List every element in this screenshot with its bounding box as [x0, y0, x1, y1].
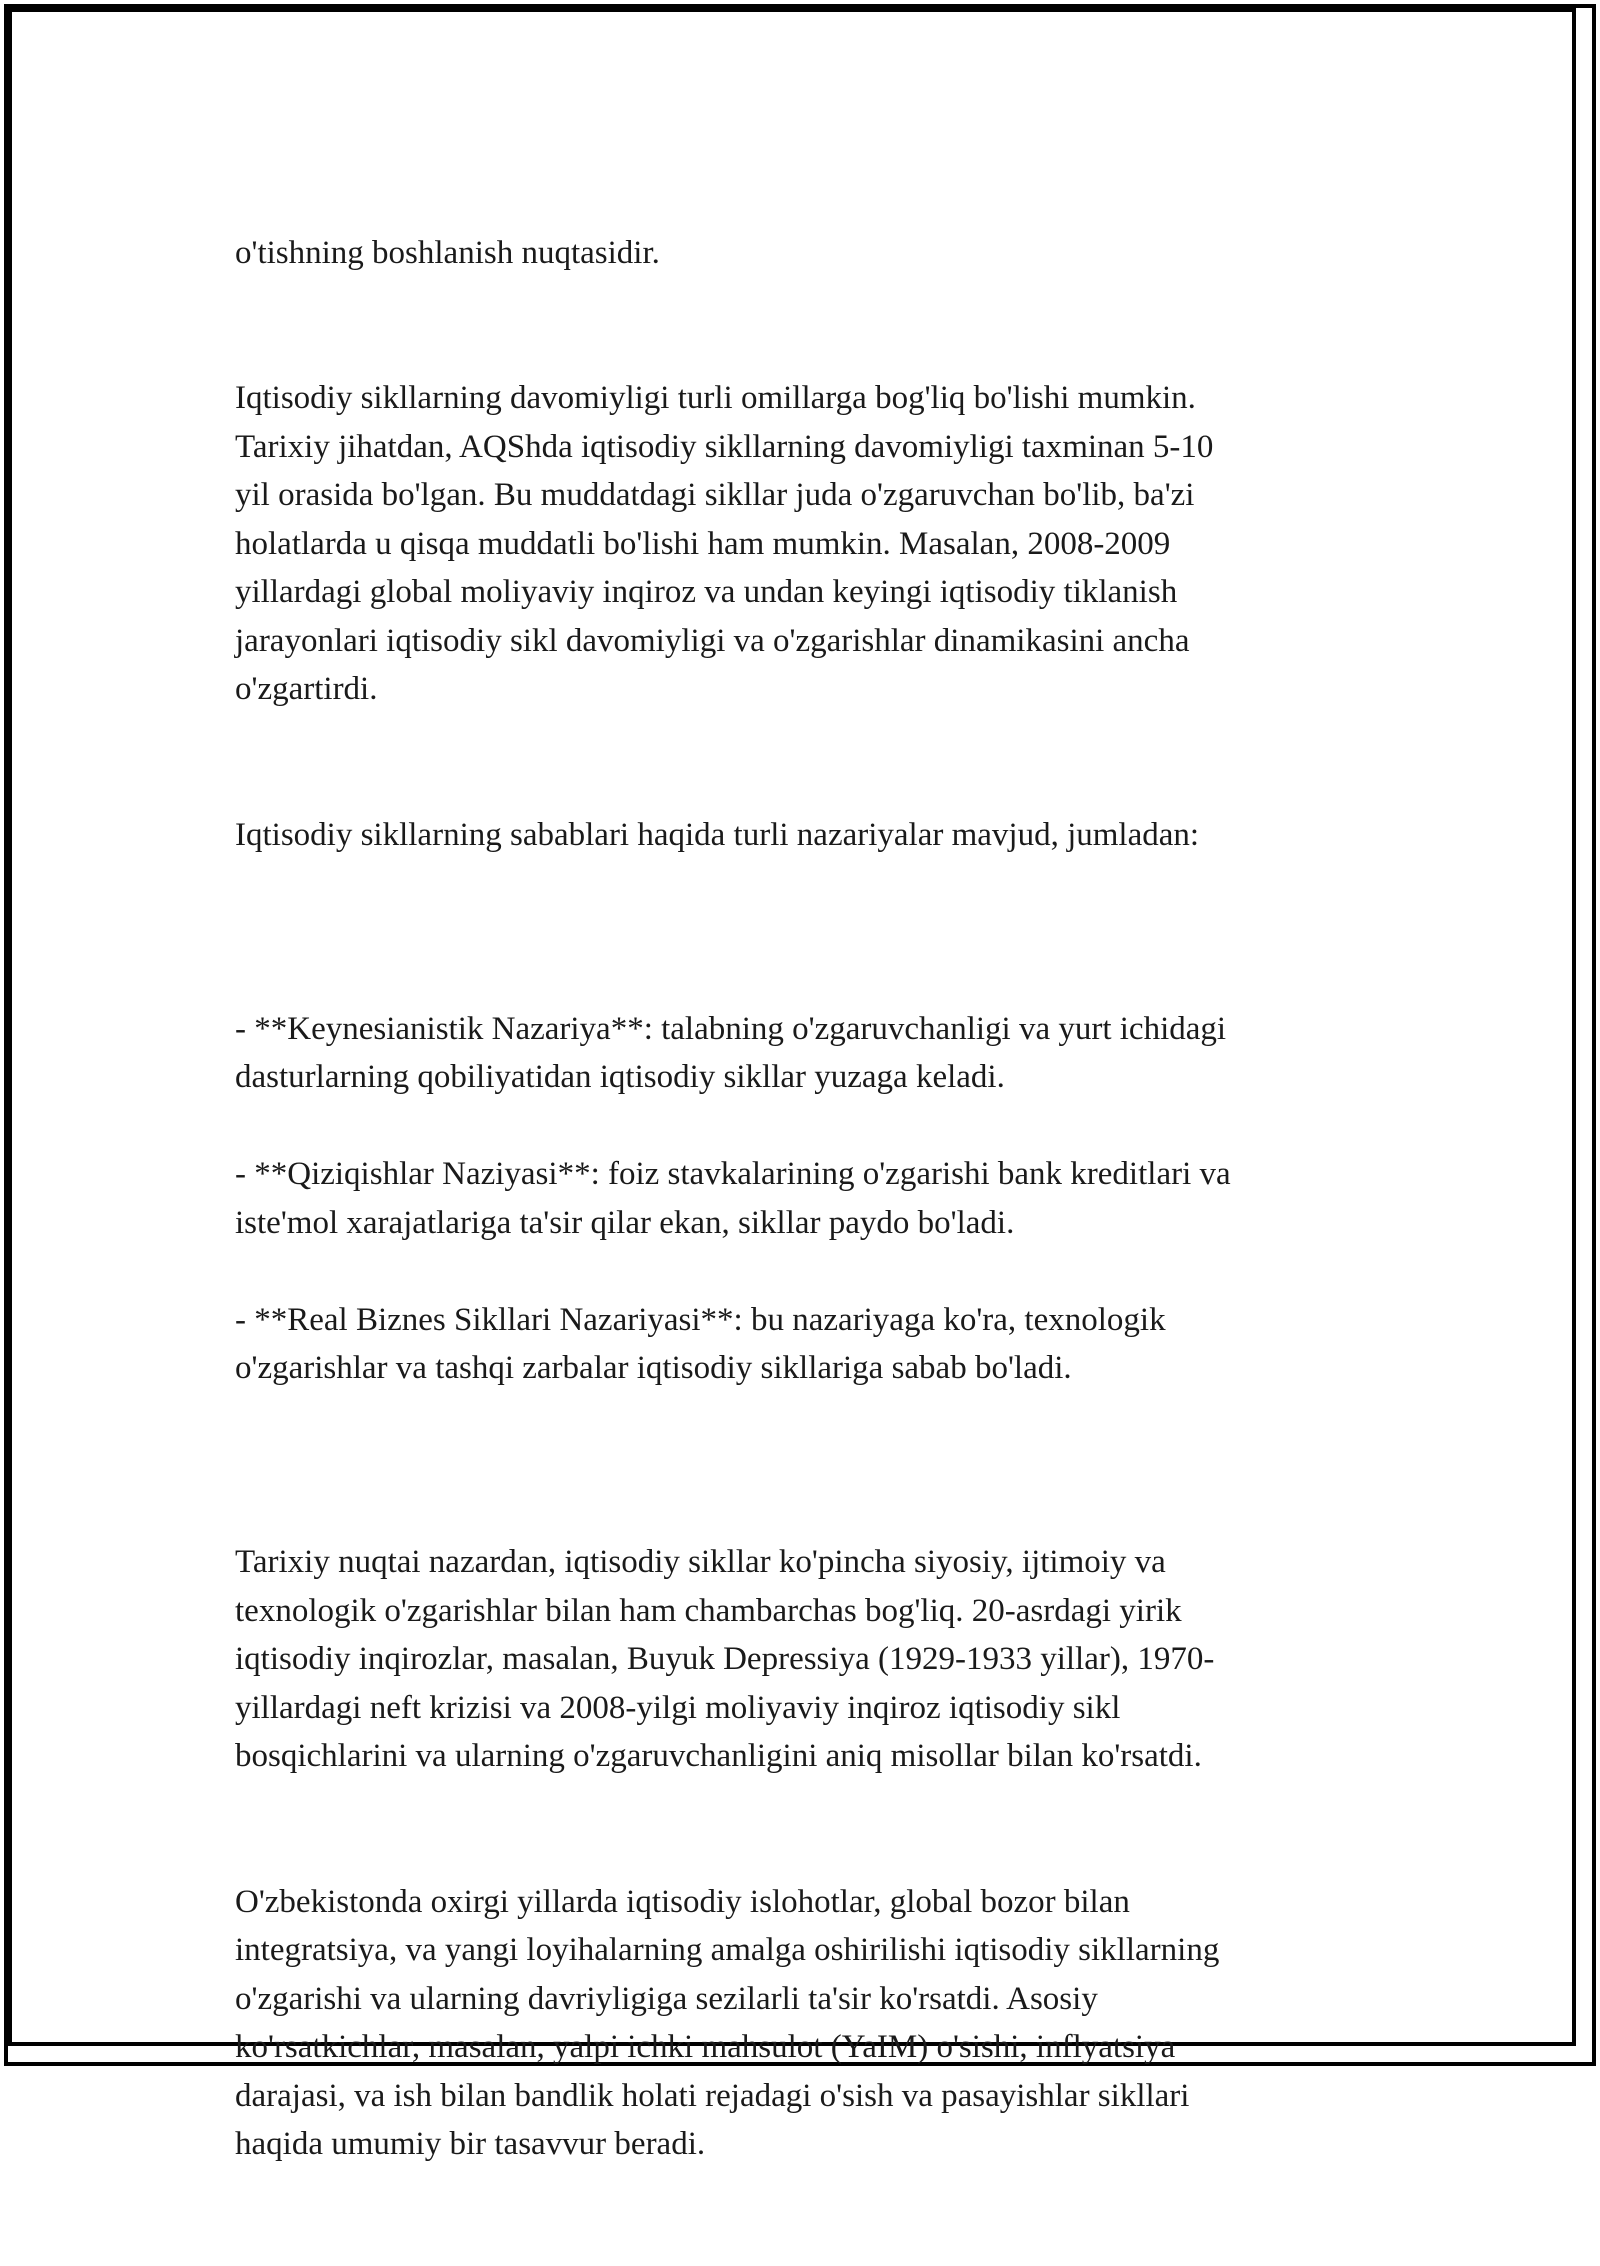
paragraph-cycle-duration: Iqtisodiy sikllarning davomiyligi turli omillarga bog'liq bo'lishi mumkin. Tarixiy jihatdan, AQShda iqtisodiy sikllarning davomiyligi taxminan 5-10 yil orasida bo'lgan. Bu muddatdagi sikllar juda o'zgaruvchan bo'lib, ba'zi holatlarda u qisqa muddatli bo'lishi ham mumkin. Masalan, 2008-2009 yillardagi global moliyaviy inqiroz va undan keyingi iqtisodiy tiklanish jarayonlari iqtisodiy sikl davomiyligi va o'zgarishlar dinamikasini ancha o'zgartirdi. [235, 380, 1214, 707]
list-item-keynesian: - **Keynesianistik Nazariya**: talabning o'zgaruvchanligi va yurt ichidagi dasturlarning qobiliyatidan iqtisodiy sikllar yuzaga keladi. [235, 1010, 1227, 1095]
list-item-real-business: - **Real Biznes Sikllari Nazariyasi**: bu nazariyaga ko'ra, texnologik o'zgarishlar va tashqi zarbalar iqtisodiy sikllariga sabab bo'ladi. [235, 1301, 1166, 1386]
paragraph-uzbekistan: O'zbekistonda oxirgi yillarda iqtisodiy islohotlar, global bozor bilan integratsiya, va yangi loyihalarning amalga oshirilishi iqtisodiy sikllarning o'zgarishi va ularning davriyligiga sezilarli ta'sir ko'rsatdi. Asosiy ko'rsatkichlar, masalan, yalpi ichki mahsulot (YaIM) o'sishi, inflyatsiya darajasi, va ish bilan bandlik holati rejadagi o'sish va pasayishlar sikllari haqida umumiy bir tasavvur beradi. [235, 1883, 1220, 2162]
list-item-interest: - **Qiziqishlar Naziyasi**: foiz stavkalarining o'zgarishi bank kreditlari va iste'mol xarajatlariga ta'sir qilar ekan, sikllar paydo bo'ladi. [235, 1156, 1231, 1241]
paragraph-historical: Tarixiy nuqtai nazardan, iqtisodiy sikllar ko'pincha siyosiy, ijtimoiy va texnologik o'zgarishlar bilan ham chambarchas bog'liq. 20-asrdagi yirik iqtisodiy inqirozlar, masalan, Buyuk Depressiya (1929-1933 yillar), 1970- yillardagi neft krizisi va 2008-yilgi moliyaviy inqiroz iqtisodiy sikl bosqichlarini va ularning o'zgaruvchanligini aniq misollar bilan ko'rsatdi. [235, 1544, 1215, 1774]
paragraph-theories-intro: Iqtisodiy sikllarning sabablari haqida turli nazariyalar mavjud, jumladan: [235, 816, 1200, 853]
paragraph-continuation: o'tishning boshlanish nuqtasidir. [235, 234, 660, 271]
document-body [235, 180, 1365, 2266]
theories-list [235, 956, 1365, 1441]
